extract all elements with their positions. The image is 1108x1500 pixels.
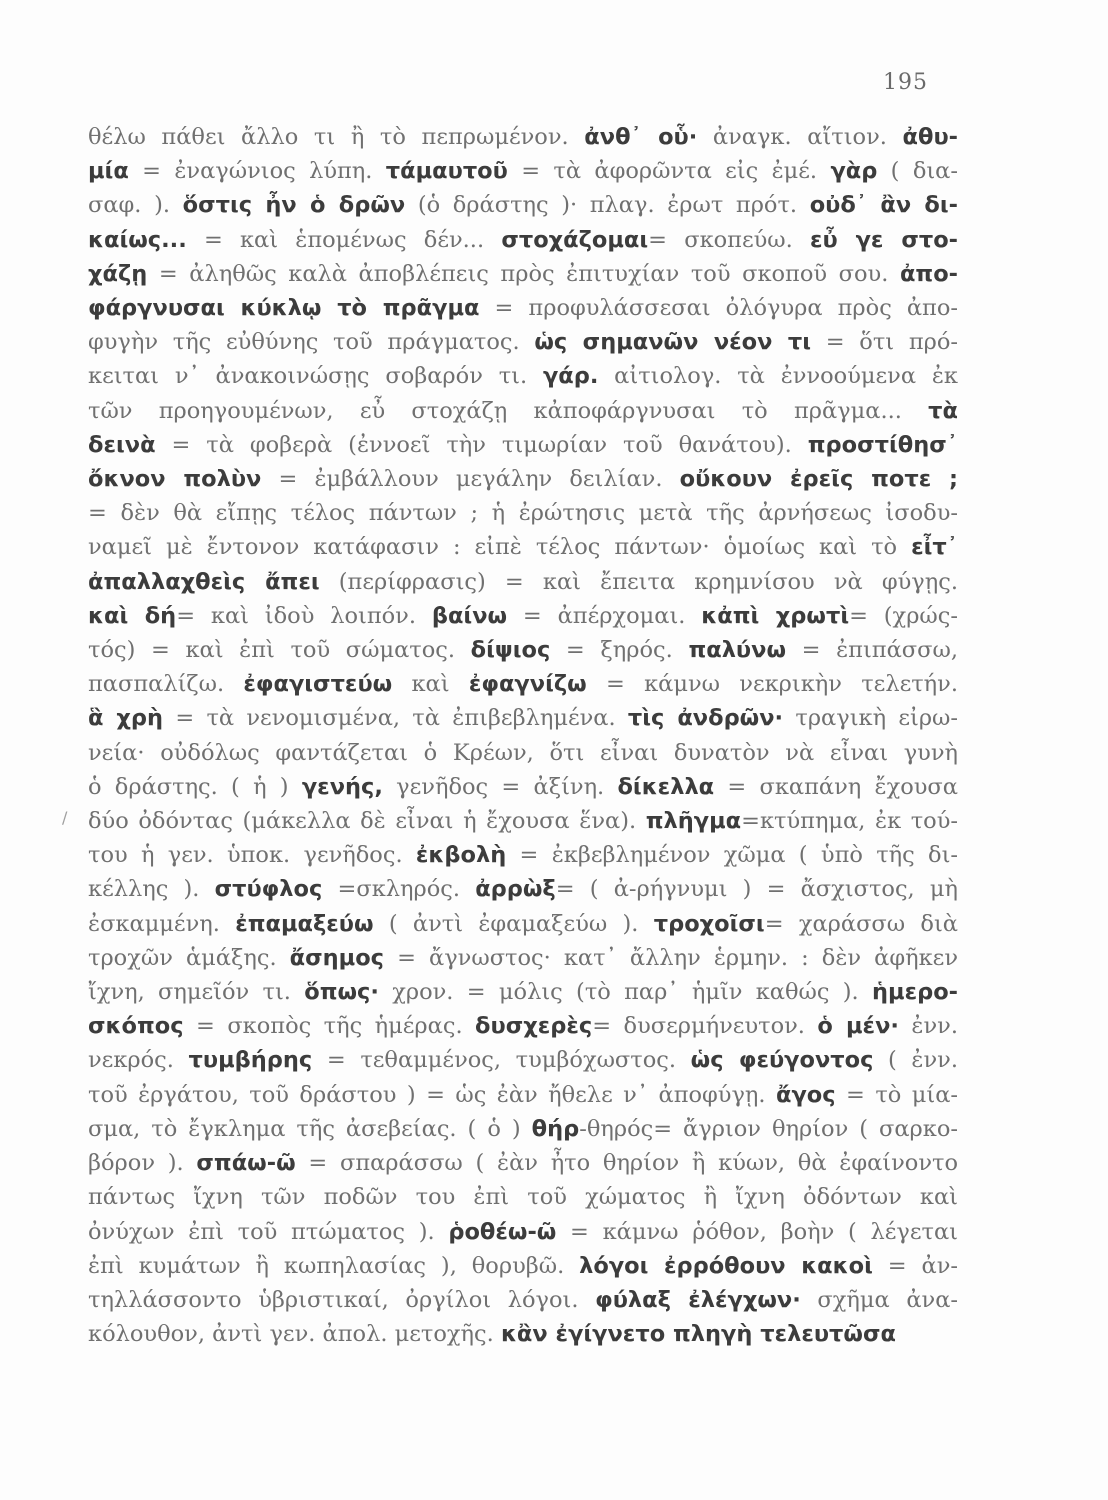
headword: ἐφαγιστεύω bbox=[243, 671, 393, 698]
headword: δυσχερὲς bbox=[475, 1013, 593, 1040]
gloss-text: = κάμνω νεκρικὴν τελετήν. bbox=[586, 671, 958, 698]
gloss-text: κόλουθον, ἀντὶ γεν. ἀπολ. μετοχῆς. bbox=[88, 1321, 501, 1348]
headword: μία bbox=[88, 158, 129, 185]
headword: στοχάζομαι bbox=[501, 226, 649, 253]
gloss-text: (περίφρασις) = καὶ ἔπειτα κρημνίσου νὰ φύγῃς. bbox=[319, 568, 958, 595]
gloss-text: σμα, τὸ ἔγκλημα τῆς ἀσεβείας. ( ὁ ) bbox=[88, 1115, 532, 1142]
headword: σκόπος bbox=[88, 1013, 184, 1040]
gloss-text: ( δια- bbox=[877, 158, 958, 185]
text-line bbox=[88, 1180, 958, 1214]
gloss-text: ἀναγκ. αἴτιον. bbox=[697, 124, 903, 150]
headword: γάρ. bbox=[542, 363, 599, 390]
gloss-text: = καὶ ἑπομένως δέν... bbox=[186, 226, 502, 253]
headword: καὶ δή bbox=[88, 602, 177, 629]
headword: δίκελλα bbox=[617, 773, 715, 800]
headword: ἀπο- bbox=[899, 260, 958, 287]
gloss-text: = κάμνω ῥόθον, βοὴν ( λέγεται bbox=[556, 1218, 958, 1245]
headword: εἶτ᾽ bbox=[911, 534, 958, 561]
headword: ἐπαμαξεύω bbox=[235, 910, 374, 937]
headword: ἀνθ᾽ οὗ· bbox=[584, 124, 698, 150]
text-line bbox=[88, 736, 958, 770]
text-line bbox=[88, 188, 958, 222]
text-line bbox=[88, 1283, 958, 1317]
gloss-text: ( ἐνν. bbox=[873, 1047, 958, 1074]
text-line bbox=[88, 1043, 958, 1077]
headword: ὅστις ἦν ὁ δρῶν bbox=[182, 192, 406, 219]
gloss-text: πάντως ἴχνη τῶν ποδῶν του ἐπὶ τοῦ χώματος ἢ ἴχνη ὀδόντων καὶ bbox=[88, 1184, 958, 1211]
gloss-text: = ἀν- bbox=[872, 1252, 958, 1279]
headword: τυμβήρης bbox=[188, 1047, 313, 1074]
gloss-text: τῶν προηγουμένων, εὖ στοχάζῃ κἀποφάργνυσαι τὸ πρᾶγμα... bbox=[88, 397, 929, 424]
margin-pencil-mark: / bbox=[62, 808, 68, 827]
gloss-text: = ( ἀ-ρήγνυμι ) = ἄσχιστος, μὴ bbox=[555, 876, 958, 903]
headword: τροχοῖσι bbox=[653, 910, 765, 937]
gloss-text: τηλλάσσοντο ὑβριστικαί, ὀργίλοι λόγοι. bbox=[88, 1286, 596, 1313]
text-line bbox=[88, 975, 958, 1009]
gloss-text: ναμεῖ μὲ ἔντονον κατάφασιν : εἰπὲ τέλος πάντων· ὁμοίως καὶ τὸ bbox=[88, 534, 912, 561]
gloss-text: ἐπὶ κυμάτων ἢ κωπηλασίας ), θορυβῶ. bbox=[88, 1252, 580, 1279]
gloss-text: = χαράσσω διὰ bbox=[764, 910, 958, 937]
headword: προστίθησ᾽ bbox=[807, 431, 958, 458]
gloss-text: αἰτιολογ. τὰ ἐννοούμενα ἐκ bbox=[598, 363, 958, 390]
headword: λόγοι ἐρρόθουν κακοὶ bbox=[579, 1252, 873, 1279]
gloss-text: = καὶ ἰδοὺ λοιπόν. bbox=[176, 602, 432, 629]
headword: ὡς σημανῶν νέον τι bbox=[534, 329, 811, 356]
gloss-text: = ἐκβεβλημένον χῶμα ( ὑπὸ τῆς δι- bbox=[506, 842, 958, 869]
headword: δεινὰ bbox=[88, 431, 156, 458]
headword: ἃ χρὴ bbox=[88, 705, 164, 732]
text-line bbox=[88, 872, 958, 906]
gloss-text: = δυσερμήνευτον. bbox=[592, 1013, 818, 1040]
gloss-text: κειται ν᾽ ἀνακοινώσῃς σοβαρόν τι. bbox=[88, 363, 543, 390]
gloss-text: = ἐναγώνιος λύπη. bbox=[128, 158, 386, 185]
gloss-text: πασπαλίζω. bbox=[88, 671, 244, 698]
gloss-text: ἐσκαμμένη. bbox=[88, 910, 236, 937]
headword: χάζῃ bbox=[88, 260, 148, 287]
text-line bbox=[88, 394, 958, 428]
headword: βαίνω bbox=[431, 602, 508, 629]
headword: ῥοθέω-ῶ bbox=[448, 1218, 557, 1245]
text-line bbox=[88, 633, 958, 667]
text-line bbox=[88, 907, 958, 941]
text-line bbox=[88, 257, 958, 291]
headword: δίψιος bbox=[470, 637, 551, 664]
gloss-text: τροχῶν ἁμάξης. bbox=[88, 944, 290, 971]
headword: ὅπως· bbox=[304, 979, 379, 1006]
text-line bbox=[88, 804, 958, 838]
text-line bbox=[88, 496, 958, 530]
gloss-text: δύο ὀδόντας (μάκελλα δὲ εἶναι ἡ ἔχουσα ἕνα). bbox=[88, 808, 646, 835]
gloss-text: ὀνύχων ἐπὶ τοῦ πτώματος ). bbox=[88, 1218, 449, 1245]
gloss-text: =σκληρός. bbox=[322, 876, 476, 903]
text-line bbox=[88, 154, 958, 188]
gloss-text: κέλλης ). bbox=[88, 876, 215, 903]
text-line bbox=[88, 1078, 958, 1112]
gloss-text: ἴχνη, σημεῖόν τι. bbox=[88, 979, 305, 1006]
headword: ἀθυ- bbox=[902, 124, 958, 150]
headword: ἐκβολὴ bbox=[415, 842, 507, 869]
text-line bbox=[88, 701, 958, 735]
gloss-text: ( ἀντὶ ἐφαμαξεύω ). bbox=[373, 910, 654, 937]
gloss-text: = σκαπάνη ἔχουσα bbox=[714, 773, 958, 800]
gloss-text: σαφ. ). bbox=[88, 192, 183, 219]
gloss-text: = ἐπιπάσσω, bbox=[786, 637, 958, 664]
gloss-text: νεκρός. bbox=[88, 1047, 189, 1074]
headword: γὰρ bbox=[830, 158, 878, 185]
headword: κἂν ἐγίγνετο πληγὴ τελευτῶσα bbox=[500, 1321, 896, 1348]
gloss-text: ἐνν. bbox=[898, 1013, 958, 1040]
headword: φύλαξ ἐλέγχων· bbox=[595, 1286, 801, 1313]
headword: θήρ bbox=[531, 1115, 580, 1142]
text-line bbox=[88, 599, 958, 633]
text-line bbox=[88, 941, 958, 975]
headword: ἐφαγνίζω bbox=[468, 671, 587, 698]
headword: σπάω-ῶ bbox=[196, 1150, 296, 1177]
headword: φάργνυσαι κύκλῳ τὸ πρᾶγμα bbox=[88, 295, 480, 322]
headword: οὐδ᾽ ἂν δι- bbox=[809, 192, 958, 219]
gloss-text: χρον. = μόλις (τὸ παρ᾽ ἡμῖν καθώς ). bbox=[378, 979, 872, 1006]
headword: τὶς ἀνδρῶν· bbox=[627, 705, 784, 732]
gloss-text: = ἀπέρχομαι. bbox=[507, 602, 702, 629]
gloss-text: =κτύπημα, ἐκ τού- bbox=[741, 808, 958, 835]
headword: ἡμερο- bbox=[872, 979, 958, 1006]
text-line bbox=[88, 428, 958, 462]
headword: ὄκνον πολὺν bbox=[88, 466, 262, 493]
commentary-text-block bbox=[88, 120, 958, 1351]
gloss-text: νεία· οὐδόλως φαντάζεται ὁ Κρέων, ὅτι εἶναι δυνατὸν νὰ εἶναι γυνὴ bbox=[88, 739, 958, 766]
text-line bbox=[88, 667, 958, 701]
gloss-text: φυγὴν τῆς εὐθύνης τοῦ πράγματος. bbox=[88, 329, 535, 356]
text-line bbox=[88, 223, 958, 257]
gloss-text: καὶ bbox=[392, 671, 469, 698]
headword: ἄσημος bbox=[289, 944, 385, 971]
text-line bbox=[88, 325, 958, 359]
gloss-text: τός) = καὶ ἐπὶ τοῦ σώματος. bbox=[88, 637, 471, 664]
headword: ἀρρὼξ bbox=[475, 876, 556, 903]
text-line bbox=[88, 1317, 958, 1351]
gloss-text: σχῆμα ἀνα- bbox=[800, 1286, 958, 1313]
gloss-text: = δὲν θὰ εἴπῃς τέλος πάντων ; ἡ ἐρώτησις μετὰ τῆς ἀρνήσεως ἰσοδυ- bbox=[88, 500, 958, 527]
gloss-text: = ἀληθῶς καλὰ ἀποβλέπεις πρὸς ἐπιτυχίαν τοῦ σκοποῦ σου. bbox=[147, 260, 900, 287]
headword: παλύνω bbox=[688, 637, 787, 664]
headword: εὖ γε στο- bbox=[810, 226, 958, 253]
text-line bbox=[88, 1249, 958, 1283]
headword: ὁ μέν· bbox=[817, 1013, 899, 1040]
gloss-text: = ἐμβάλλουν μεγάλην δειλίαν. bbox=[261, 466, 680, 493]
gloss-text: = προφυλάσσεσαι ὀλόγυρα πρὸς ἀπο- bbox=[479, 295, 958, 322]
headword: στύφλος bbox=[214, 876, 323, 903]
gloss-text: του ἡ γεν. ὑποκ. γενῆδος. bbox=[88, 842, 416, 869]
gloss-text: θέλω πάθει ἄλλο τι ἢ τὸ πεπρωμένον. bbox=[88, 124, 585, 150]
headword: ἀπαλλαχθεὶς ἄπει bbox=[88, 568, 320, 595]
gloss-text: = τεθαμμένος, τυμβόχωστος. bbox=[312, 1047, 691, 1074]
gloss-text: = σκοπὸς τῆς ἡμέρας. bbox=[183, 1013, 476, 1040]
gloss-text: = ὅτι πρό- bbox=[811, 329, 958, 356]
gloss-text: = τὰ ἀφορῶντα εἰς ἐμέ. bbox=[507, 158, 831, 185]
gloss-text: τραγικὴ εἰρω- bbox=[783, 705, 958, 732]
text-line bbox=[88, 359, 958, 393]
text-line bbox=[88, 1146, 958, 1180]
text-line bbox=[88, 770, 958, 804]
text-line bbox=[88, 1215, 958, 1249]
text-line bbox=[88, 462, 958, 496]
gloss-text: = σκοπεύω. bbox=[648, 226, 810, 253]
headword: τὰ bbox=[928, 397, 958, 424]
text-line bbox=[88, 565, 958, 599]
text-line bbox=[88, 291, 958, 325]
text-line bbox=[88, 530, 958, 564]
text-line bbox=[88, 1009, 958, 1043]
text-line bbox=[88, 838, 958, 872]
headword: ἄγος bbox=[776, 1081, 836, 1108]
headword: τάμαυτοῦ bbox=[385, 158, 508, 185]
gloss-text: -θηρός= ἄγριον θηρίον ( σαρκο- bbox=[579, 1115, 958, 1142]
gloss-text: ὁ δράστης. ( ἡ ) bbox=[88, 773, 302, 800]
headword: γενής, bbox=[301, 773, 383, 800]
text-line bbox=[88, 1112, 958, 1146]
gloss-text: = (χρώς- bbox=[849, 602, 958, 629]
gloss-text: = σπαράσσω ( ἐὰν ἦτο θηρίον ἢ κύων, θὰ ἐφαίνοντο bbox=[295, 1150, 958, 1177]
headword: πλῆγμα bbox=[645, 808, 742, 835]
headword: καίως... bbox=[88, 226, 187, 253]
gloss-text: = ἄγνωστος· κατ᾽ ἄλλην ἑρμην. : δὲν ἀφῆκεν bbox=[384, 944, 958, 971]
gloss-text: = τὰ νενομισμένα, τὰ ἐπιβεβλημένα. bbox=[163, 705, 628, 732]
gloss-text: γενῆδος = ἀξίνη. bbox=[382, 773, 618, 800]
gloss-text: (ὁ δράστης )· πλαγ. ἐρωτ πρότ. bbox=[405, 192, 810, 219]
headword: οὔκουν ἐρεῖς ποτε ; bbox=[679, 466, 958, 493]
page-number: 195 bbox=[883, 70, 928, 95]
gloss-text: βόρον ). bbox=[88, 1150, 197, 1177]
gloss-text: = ξηρός. bbox=[550, 637, 689, 664]
text-line bbox=[88, 120, 958, 154]
gloss-text: = τὰ φοβερὰ (ἐννοεῖ τὴν τιμωρίαν τοῦ θανάτου). bbox=[155, 431, 808, 458]
gloss-text: = τὸ μία- bbox=[835, 1081, 958, 1108]
headword: ὡς φεύγοντος bbox=[690, 1047, 874, 1074]
headword: κἀπὶ χρωτὶ bbox=[701, 602, 850, 629]
gloss-text: τοῦ ἐργάτου, τοῦ δράστου ) = ὡς ἐὰν ἤθελε ν᾽ ἀποφύγῃ. bbox=[88, 1081, 777, 1108]
